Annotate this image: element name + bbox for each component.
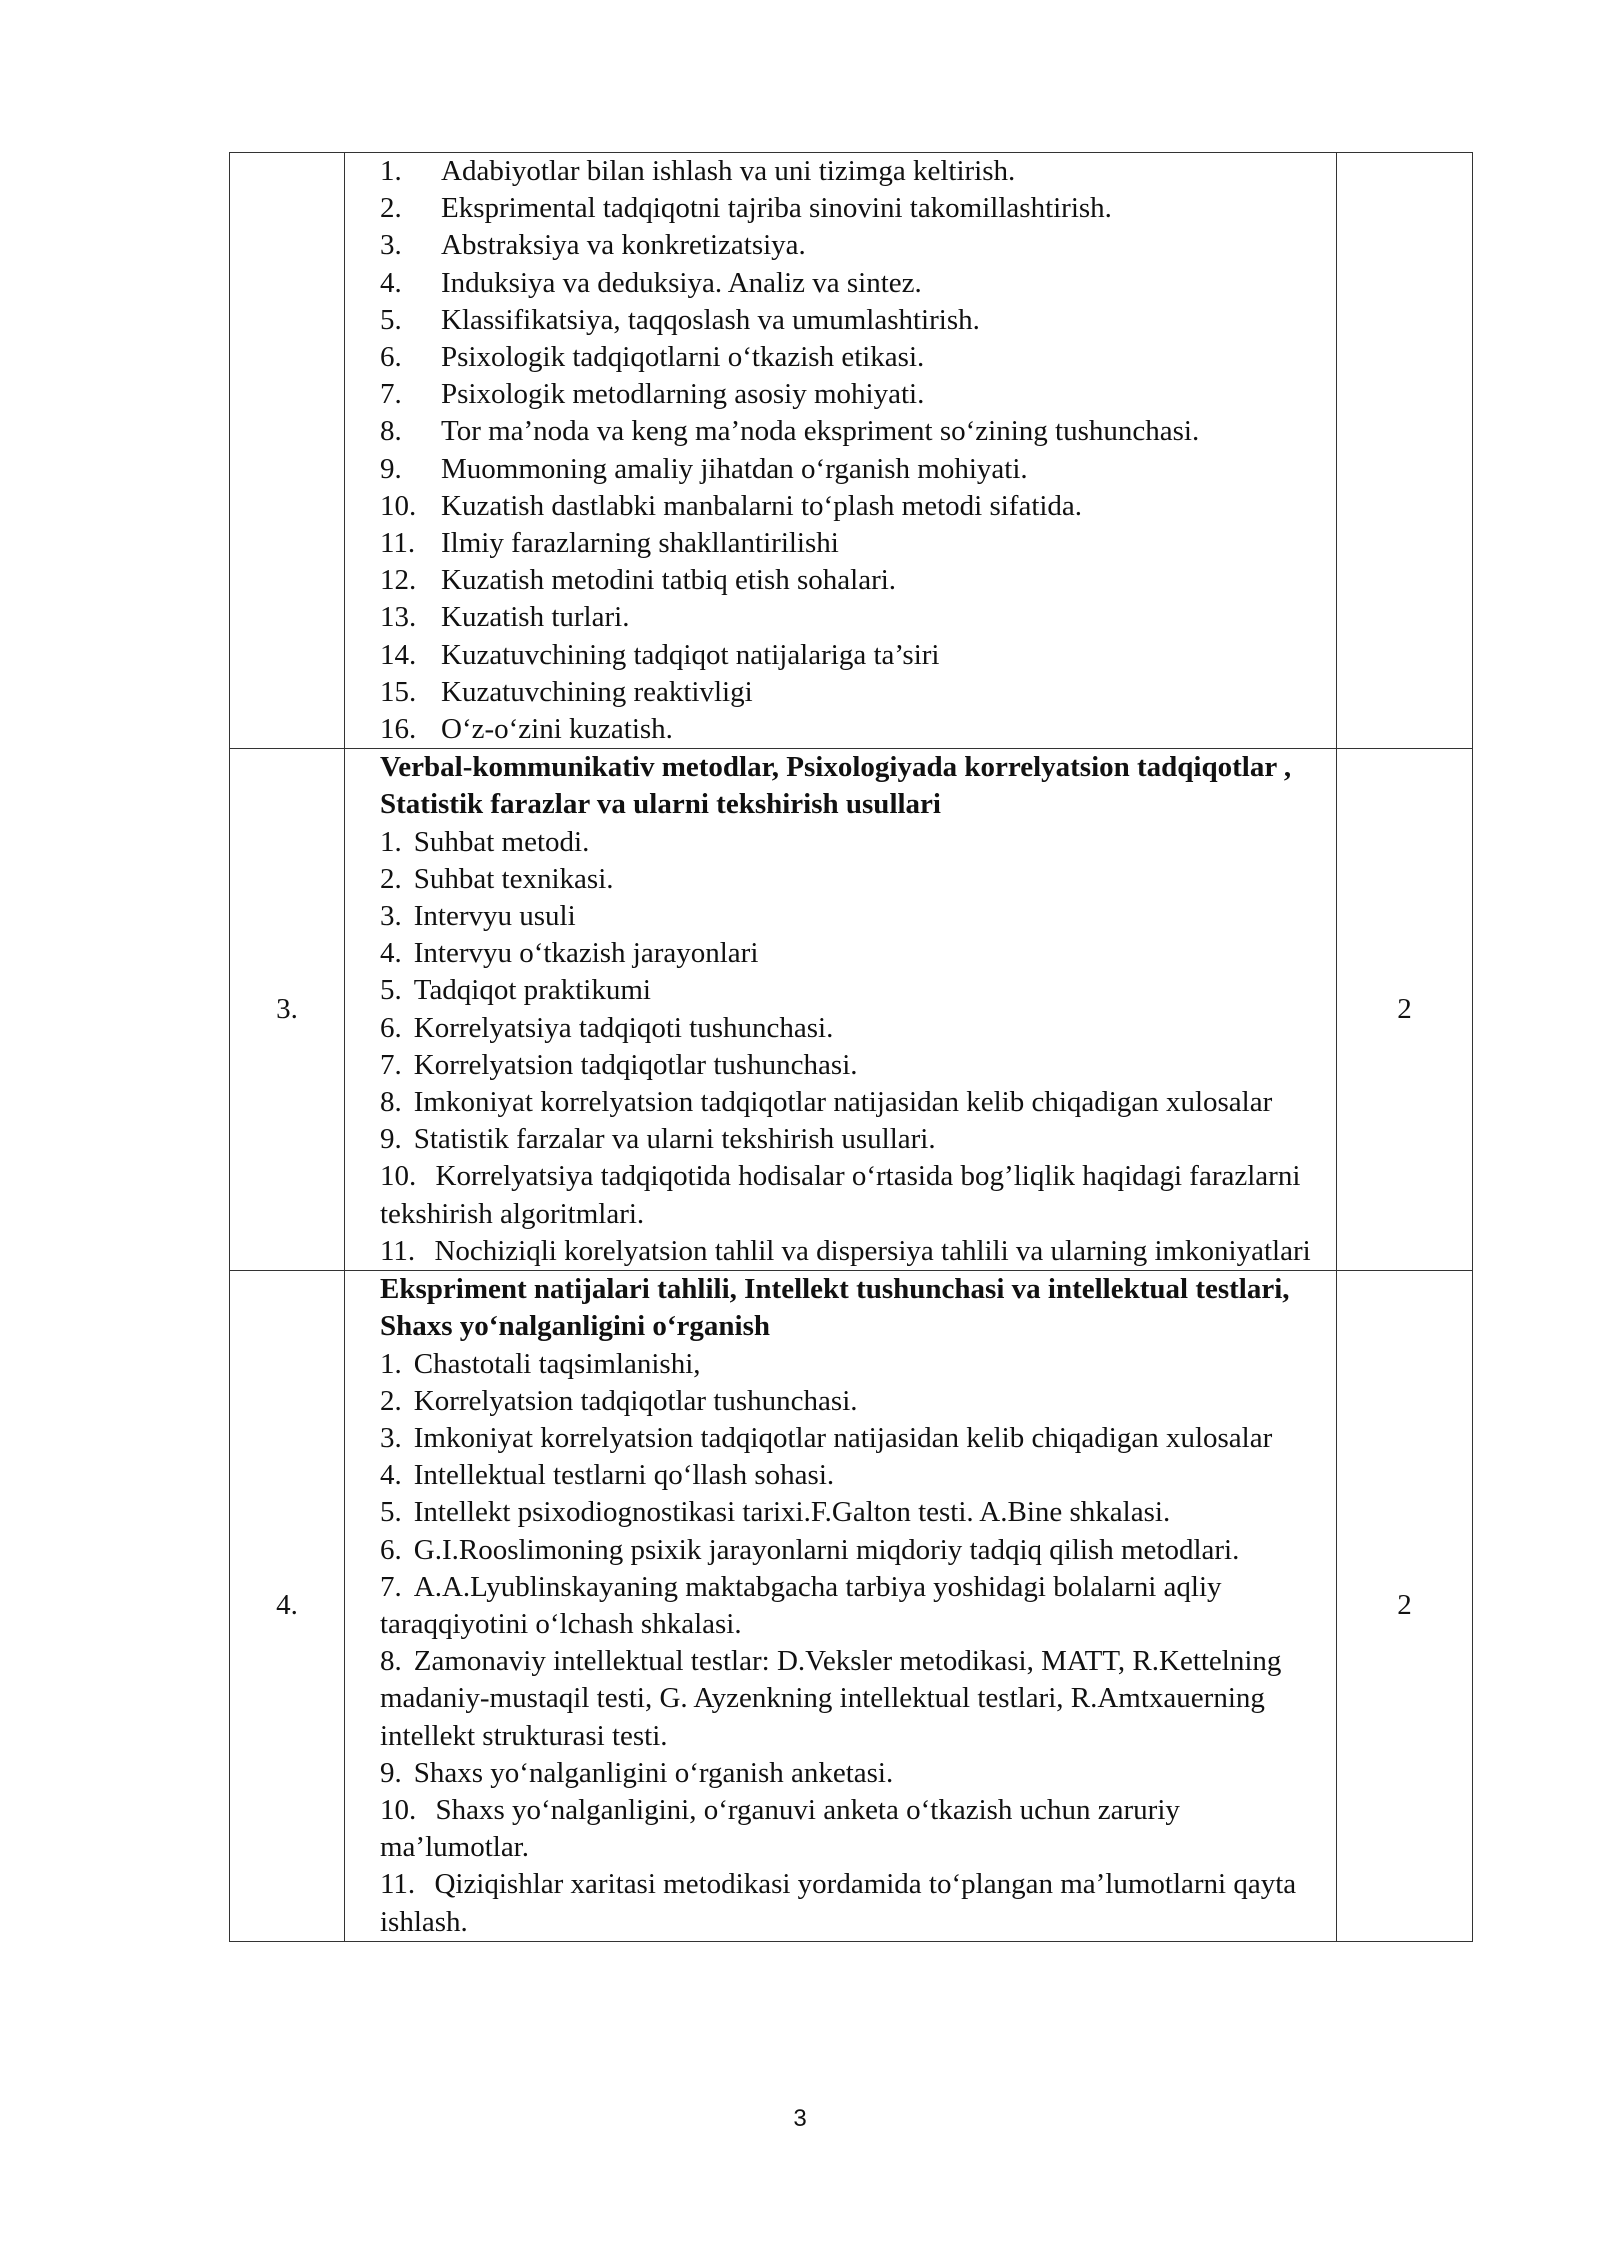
topic-item xyxy=(345,525,1326,562)
topic-item xyxy=(345,1457,1326,1494)
topic-item-number: 9. xyxy=(380,1123,402,1156)
topic-item-text: Intellekt psixodiognostikasi tarixi.F.Galton testi. A.Bine shkalasi. xyxy=(413,1496,1171,1529)
topic-item-text: Zamonaviy intellektual testlar: D.Veksler metodikasi, MATT, R.Kettelning madaniy-mustaqil testi, G. Ayzenkning intellektual testlari, R.Amtxauerning intellekt strukturasi testi. xyxy=(380,1645,1282,1752)
topic-item-text: Tor ma’noda va keng ma’noda ekspriment so‘zining tushunchasi. xyxy=(441,415,1200,448)
topic-item xyxy=(345,1383,1326,1420)
hours-cell: 2 xyxy=(1337,749,1473,1271)
topic-item-number: 16. xyxy=(380,713,417,746)
topic-item-text: Suhbat texnikasi. xyxy=(413,862,614,895)
topic-item-text: Imkoniyat korrelyatsion tadqiqotlar natijasidan kelib chiqadigan xulosalar xyxy=(413,1086,1273,1119)
topic-item xyxy=(345,153,1326,190)
topic-item xyxy=(345,1866,1326,1940)
topic-item xyxy=(345,265,1326,302)
topic-item xyxy=(345,302,1326,339)
topic-item xyxy=(345,451,1326,488)
topic-item-text: Shaxs yo‘nalganligini, o‘rganuvi anketa o‘tkazish uchun zaruriy ma’lumotlar. xyxy=(380,1793,1180,1864)
hours-cell: 2 xyxy=(1337,1271,1473,1942)
topic-item-text: Statistik farzalar va ularni tekshirish usullari. xyxy=(413,1123,936,1156)
topic-item-number: 10. xyxy=(380,1793,417,1826)
topic-item xyxy=(345,376,1326,413)
topic-item-number: 11. xyxy=(380,1868,416,1901)
topic-content-cell xyxy=(345,749,1337,1271)
topic-item-number: 15. xyxy=(380,675,417,708)
topic-item xyxy=(345,1755,1326,1792)
topic-item-number: 5. xyxy=(380,974,402,1007)
topic-item-text: Kuzatish metodini tatbiq etish sohalari. xyxy=(441,564,897,597)
topic-item xyxy=(345,413,1326,450)
topic-item-number: 1. xyxy=(380,155,402,187)
topic-content-cell xyxy=(345,153,1337,749)
topic-item-number: 12. xyxy=(380,564,417,597)
topic-item-number: 7. xyxy=(380,378,402,411)
topic-item-number: 6. xyxy=(380,1533,402,1566)
topic-item-text: O‘z-o‘zini kuzatish. xyxy=(441,713,673,746)
topic-item-number: 2. xyxy=(380,1384,402,1417)
row-number-cell: 4. xyxy=(230,1271,345,1942)
topic-item xyxy=(345,1346,1326,1383)
topic-item-text: Induksiya va deduksiya. Analiz va sintez. xyxy=(441,266,922,299)
topic-item-number: 8. xyxy=(380,1645,402,1678)
topic-item xyxy=(345,599,1326,636)
section-title: Verbal-kommunikativ metodlar, Psixologiyada korrelyatsion tadqiqotlar , Statistik farazlar va ularni tekshirish usullari xyxy=(380,751,1292,821)
topic-list xyxy=(345,1346,1326,1941)
topic-item xyxy=(345,1233,1326,1270)
topic-item-number: 7. xyxy=(380,1048,402,1081)
topic-item-number: 9. xyxy=(380,452,402,485)
topic-item-text: Korrelyatsiya tadqiqotida hodisalar o‘rtasida bog’liqlik haqidagi farazlarni tekshirish algoritmlari. xyxy=(380,1160,1301,1230)
topic-item-number: 8. xyxy=(380,415,402,448)
topic-item-text: Intellektual testlarni qo‘llash sohasi. xyxy=(413,1459,835,1492)
topic-item-text: Kuzatish dastlabki manbalarni to‘plash metodi sifatida. xyxy=(441,489,1083,522)
topic-item xyxy=(345,1121,1326,1158)
topic-item xyxy=(345,1643,1326,1755)
topic-item-text: Adabiyotlar bilan ishlash va uni tizimga keltirish. xyxy=(441,155,1016,187)
topic-item-number: 11. xyxy=(380,1234,416,1267)
topic-content-cell xyxy=(345,1271,1337,1942)
topic-item xyxy=(345,711,1326,748)
topic-item-number: 6. xyxy=(380,341,402,374)
topic-item-number: 3. xyxy=(380,229,402,262)
topic-item-text: Abstraksiya va konkretizatsiya. xyxy=(441,229,806,262)
topic-item-text: Ilmiy farazlarning shakllantirilishi xyxy=(441,527,839,560)
topic-item-number: 5. xyxy=(380,303,402,336)
topic-item-number: 1. xyxy=(380,1347,402,1380)
topic-item-number: 13. xyxy=(380,601,417,634)
topic-item-number: 1. xyxy=(380,825,402,858)
section-title: Ekspriment natijalari tahlili, Intellekt tushunchasi va intellektual testlari, Shaxs yo‘nalganligini o‘rganish xyxy=(380,1273,1290,1343)
topic-item-text: Korrelyatsiya tadqiqoti tushunchasi. xyxy=(413,1011,834,1044)
topic-item xyxy=(345,227,1326,264)
topic-item-text: Suhbat metodi. xyxy=(413,825,590,858)
topic-item xyxy=(345,1494,1326,1531)
topic-item xyxy=(345,190,1326,227)
topic-item xyxy=(345,898,1326,935)
topic-item xyxy=(345,488,1326,525)
topic-item-number: 6. xyxy=(380,1011,402,1044)
topic-item-text: Kuzatuvchining tadqiqot natijalariga ta’siri xyxy=(441,638,940,671)
topic-item xyxy=(345,1532,1326,1569)
topic-item-number: 4. xyxy=(380,266,402,299)
topic-item-text: Nochiziqli korelyatsion tahlil va dispersiya tahlili va ularning imkoniyatlari xyxy=(427,1234,1311,1267)
topic-item-number: 2. xyxy=(380,862,402,895)
topic-item xyxy=(345,861,1326,898)
row-number-cell xyxy=(230,153,345,749)
topic-item-number: 11. xyxy=(380,527,416,560)
topic-item xyxy=(345,1158,1326,1232)
topic-item-text: Korrelyatsion tadqiqotlar tushunchasi. xyxy=(413,1048,858,1081)
topic-item-text: Kuzatish turlari. xyxy=(441,601,630,634)
topic-item-number: 2. xyxy=(380,192,402,225)
topic-item-text: Eksprimental tadqiqotni tajriba sinovini takomillashtirish. xyxy=(441,192,1112,225)
topic-item-text: Psixologik metodlarning asosiy mohiyati. xyxy=(441,378,925,411)
topic-item-number: 10. xyxy=(380,1160,417,1193)
topic-list xyxy=(345,153,1326,748)
topic-item-number: 3. xyxy=(380,900,402,933)
topic-item xyxy=(345,824,1326,861)
topic-item-number: 5. xyxy=(380,1496,402,1529)
topic-item xyxy=(345,339,1326,376)
hours-cell xyxy=(1337,153,1473,749)
topic-item xyxy=(345,972,1326,1009)
table-row xyxy=(230,749,1473,1271)
page-number: 3 xyxy=(793,2105,807,2132)
topic-item-number: 4. xyxy=(380,937,402,970)
topic-item-text: A.A.Lyublinskayaning maktabgacha tarbiya yoshidagi bolalarni aqliy taraqqiyotini o‘lchash shkalasi. xyxy=(380,1570,1222,1640)
topic-item xyxy=(345,637,1326,674)
row-number-cell: 3. xyxy=(230,749,345,1271)
topic-item xyxy=(345,1010,1326,1047)
topic-item-text: Qiziqishlar xaritasi metodikasi yordamida to‘plangan ma’lumotlarni qayta ishlash. xyxy=(380,1868,1297,1938)
topic-item xyxy=(345,674,1326,711)
topic-item-number: 8. xyxy=(380,1086,402,1119)
topic-item-number: 7. xyxy=(380,1570,402,1603)
topic-item-text: Korrelyatsion tadqiqotlar tushunchasi. xyxy=(413,1384,858,1417)
topic-item-text: Psixologik tadqiqotlarni o‘tkazish etikasi. xyxy=(441,341,925,374)
topic-item-text: G.I.Rooslimoning psixik jarayonlarni miqdoriy tadqiq qilish metodlari. xyxy=(413,1533,1240,1566)
topic-item xyxy=(345,1084,1326,1121)
topic-item xyxy=(345,1569,1326,1643)
topics-table xyxy=(229,152,1473,1942)
topic-item-text: Tadqiqot praktikumi xyxy=(413,974,651,1007)
table-row xyxy=(230,153,1473,749)
topic-list xyxy=(345,824,1326,1270)
topic-item-number: 10. xyxy=(380,489,417,522)
topic-item xyxy=(345,1792,1326,1866)
topic-item-number: 3. xyxy=(380,1421,402,1454)
topic-item-text: Intervyu o‘tkazish jarayonlari xyxy=(413,937,759,970)
topic-item-number: 4. xyxy=(380,1459,402,1492)
topic-item xyxy=(345,935,1326,972)
table-row xyxy=(230,1271,1473,1942)
topic-item-number: 9. xyxy=(380,1756,402,1789)
topic-item-number: 14. xyxy=(380,638,417,671)
topic-item-text: Kuzatuvchining reaktivligi xyxy=(441,675,753,708)
topic-item-text: Muommoning amaliy jihatdan o‘rganish mohiyati. xyxy=(441,452,1028,485)
topic-item xyxy=(345,562,1326,599)
topic-item-text: Klassifikatsiya, taqqoslash va umumlashtirish. xyxy=(441,303,980,336)
topic-item-text: Intervyu usuli xyxy=(413,900,576,933)
topic-item-text: Chastotali taqsimlanishi, xyxy=(413,1347,701,1380)
topic-item xyxy=(345,1420,1326,1457)
topic-item xyxy=(345,1047,1326,1084)
topic-item-text: Imkoniyat korrelyatsion tadqiqotlar natijasidan kelib chiqadigan xulosalar xyxy=(413,1421,1273,1454)
topic-item-text: Shaxs yo‘nalganligini o‘rganish anketasi. xyxy=(413,1756,894,1789)
